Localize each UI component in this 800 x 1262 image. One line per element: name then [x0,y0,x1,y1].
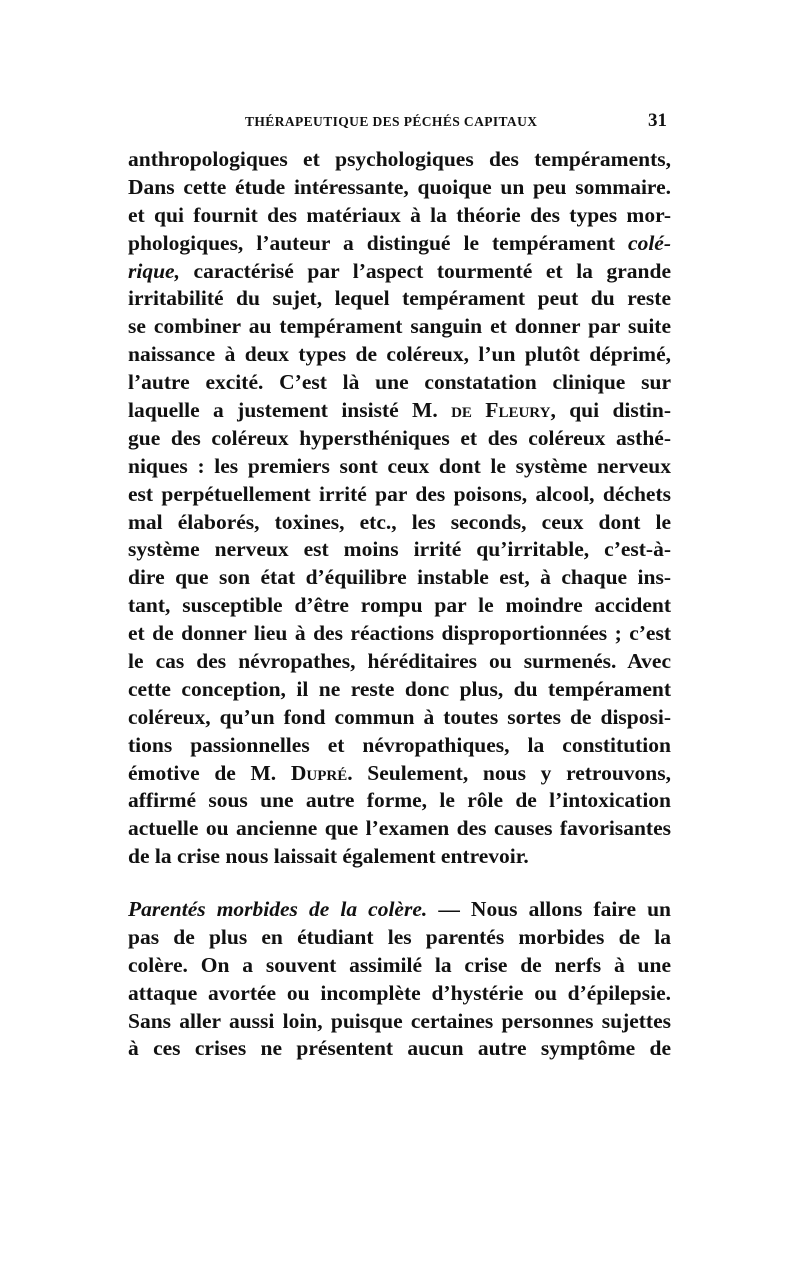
text-line [128,980,671,1008]
text-line [128,536,671,564]
text-line [128,1008,671,1036]
text-line [128,313,671,341]
text-segment: tions passionnelles et névropathiques, la constitution [128,732,671,757]
text-line [128,592,671,620]
text-segment: dire que son état d’équilibre instable est, à chaque ins- [128,565,671,590]
text-segment: se combiner au tempérament sanguin et donner par suite [128,314,671,339]
text-line [128,676,671,704]
text-segment: mal élaborés, toxines, etc., les seconds, ceux dont le [128,509,671,534]
body-paragraph-2 [128,896,671,1063]
text-line [128,924,671,952]
text-line [128,174,671,202]
text-line [128,202,671,230]
text-line [128,481,671,509]
body-paragraph-1 [128,146,671,871]
text-segment: tant, susceptible d’être rompu par le moindre accident [128,593,671,618]
text-segment: et de donner lieu à des réactions disproportionnées ; c’est [128,621,671,646]
text-line [128,760,671,788]
italic-text: colé- [628,230,671,255]
text-line [128,425,671,453]
text-segment: . Seulement, nous y retrouvons, [347,760,671,785]
text-line [128,815,671,843]
text-segment: de la crise nous laissait également entrevoir. [128,844,529,869]
text-line [128,369,671,397]
text-segment: système nerveux est moins irrité qu’irritable, c’est-à- [128,537,671,562]
text-line [128,1035,671,1063]
text-line [128,285,671,313]
text-segment: laquelle a justement insisté M. [128,398,452,423]
text-segment: est perpétuellement irrité par des poisons, alcool, déchets [128,481,671,506]
text-line [128,397,671,425]
text-line [128,509,671,537]
text-segment: à ces crises ne présentent aucun autre symptôme de [128,1036,671,1061]
text-segment: Sans aller aussi loin, puisque certaines personnes sujettes [128,1008,671,1033]
text-segment: émotive de M. [128,760,291,785]
text-line [128,843,671,871]
text-segment: et qui fournit des matériaux à la théorie des types mor- [128,202,671,227]
text-line [128,230,671,258]
text-line [128,952,671,980]
text-segment: l’autre excité. C’est là une constatation clinique sur [128,370,671,395]
text-line [128,787,671,815]
text-segment: le cas des névropathes, héréditaires ou surmenés. Avec [128,649,671,674]
text-segment: cette conception, il ne reste donc plus, du tempérament [128,676,671,701]
text-segment: caractérisé par l’aspect tourmenté et la grande [179,258,671,283]
text-segment: — Nous allons faire un [427,897,671,921]
italic-text: rique, [128,258,180,283]
text-segment: coléreux, qu’un fond commun à toutes sortes de disposi- [128,704,671,729]
text-segment: anthropologiques et psychologiques des tempéraments, [128,147,671,171]
text-segment: Dans cette étude intéressante, quoique un peu sommaire. [128,174,671,199]
text-segment: irritabilité du sujet, lequel tempérament peut du reste [128,286,671,311]
text-line [128,564,671,592]
text-line [128,258,671,286]
text-line [128,896,671,924]
text-segment: gue des coléreux hypersthéniques et des coléreux asthé- [128,425,671,450]
text-line [128,453,671,481]
text-segment: phologiques, l’auteur a distingué le tempérament [128,230,629,255]
text-line [128,648,671,676]
text-segment: naissance à deux types de coléreux, l’un plutôt déprimé, [128,342,671,367]
text-segment: , qui distin- [550,398,672,423]
text-segment: affirmé sous une autre forme, le rôle de l’intoxication [128,788,671,813]
text-segment: actuelle ou ancienne que l’examen des causes favorisantes [128,816,671,841]
text-segment: niques : les premiers sont ceux dont le système nerveux [128,453,671,478]
text-segment: attaque avortée ou incomplète d’hystérie ou d’épilepsie. [128,980,671,1005]
text-line [128,146,671,174]
page-number: 31 [648,110,667,131]
text-line [128,704,671,732]
text-line [128,620,671,648]
author-name: Dupré [290,760,348,785]
italic-text: Parentés morbides de la colère. [128,897,428,921]
text-line [128,732,671,760]
running-title: THÉRAPEUTIQUE DES PÉCHÉS CAPITAUX [245,114,538,129]
text-segment: colère. On a souvent assimilé la crise de nerfs à une [128,952,671,977]
author-name: de Fleury [451,398,551,423]
text-segment: pas de plus en étudiant les parentés morbides de la [128,924,671,949]
text-line [128,341,671,369]
